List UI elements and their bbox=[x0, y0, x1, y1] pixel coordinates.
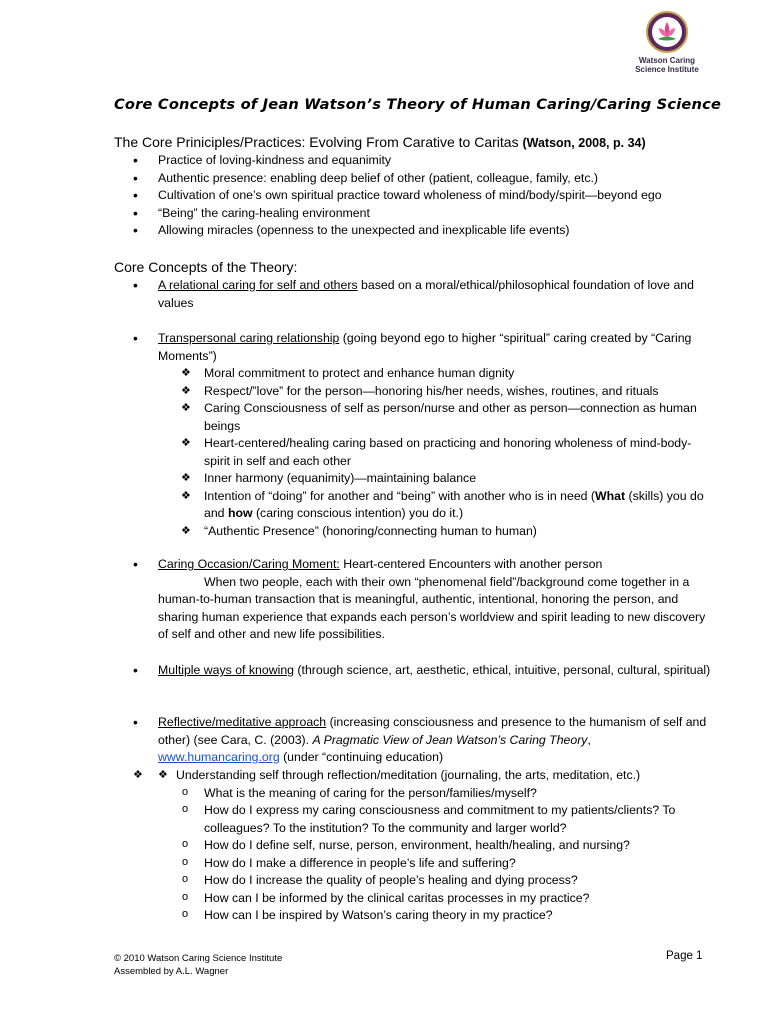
concept3-list bbox=[114, 556, 714, 644]
reflection-block bbox=[114, 767, 714, 925]
page-title: Core Concepts of Jean Watson’s Theory of Human Caring/Caring Science bbox=[114, 96, 722, 113]
list-item: • Allowing miracles (openness to the unexpected and inexplicable life events) bbox=[114, 222, 714, 240]
concept-paragraph: When two people, each with their own “phenomenal field”/background come together in a human-to-human transaction that is meaningful, authentic, intentional, honoring the person, and sharing human experience that expands each person’s worldview and spirit leading to new discovery of self and other and new life possibilities. bbox=[158, 574, 706, 641]
logo-line1: Watson Caring bbox=[638, 56, 696, 65]
page-number: Page 1 bbox=[666, 950, 703, 962]
concept2-list bbox=[114, 330, 714, 540]
sub-item: ❖ “Authentic Presence” (honoring/connecting human to human) bbox=[158, 523, 714, 541]
concept-item bbox=[114, 330, 714, 540]
reflection-sublist bbox=[110, 767, 714, 785]
concept-item bbox=[114, 277, 714, 312]
assembled-by-text: Assembled by A.L. Wagner bbox=[114, 966, 229, 977]
concept-item bbox=[114, 556, 714, 644]
principles-list bbox=[114, 152, 714, 240]
sub-item bbox=[110, 767, 714, 785]
sub-item: ❖ Caring Consciousness of self as person/nurse and other as person—connection as human beings bbox=[158, 400, 714, 435]
questions-list bbox=[158, 785, 714, 925]
institute-logo bbox=[622, 10, 712, 74]
logo-line2: Science Institute bbox=[635, 65, 699, 74]
concept-term: Transpersonal caring relationship bbox=[158, 331, 340, 345]
citation-title: A Pragmatic View of Jean Watson’s Caring Theory bbox=[312, 732, 588, 747]
sub-text: (caring conscious intention) you do it.) bbox=[252, 506, 464, 520]
concept-desc: based on a moral/ethical/philosophical foundation of love and values bbox=[158, 278, 694, 310]
question-item: o How do I make a difference in people’s life and suffering? bbox=[158, 855, 714, 873]
sub-item bbox=[158, 488, 714, 523]
list-item: • Authentic presence: enabling deep belief of other (patient, colleague, family, etc.) bbox=[114, 170, 714, 188]
concept1-list bbox=[114, 277, 714, 312]
humancaring-link[interactable]: www.humancaring.org bbox=[158, 750, 280, 764]
sub-item: ❖ Respect/”love” for the person—honoring his/her needs, wishes, routines, and rituals bbox=[158, 383, 714, 401]
concept-desc: Heart-centered Encounters with another person bbox=[339, 557, 603, 571]
section2-heading: Core Concepts of the Theory: bbox=[114, 259, 298, 275]
concept5-list bbox=[114, 714, 714, 767]
concept-term: A relational caring for self and others bbox=[158, 278, 358, 292]
concept-term: Multiple ways of knowing bbox=[158, 663, 295, 677]
sub-bold: how bbox=[227, 506, 253, 520]
question-item: o How do I express my caring consciousness and commitment to my patients/clients? To colleagues? To the institution? To the community and larger world? bbox=[158, 802, 714, 837]
sub-text: Intention of “doing” for another and “being” with another who is in need ( bbox=[204, 488, 596, 503]
question-item: o How can I be inspired by Watson’s caring theory in my practice? bbox=[158, 907, 714, 925]
list-item: • “Being” the caring-healing environment bbox=[114, 205, 714, 223]
sub-text: Understanding self through reflection/meditation (journaling, the arts, meditation, etc.) bbox=[176, 768, 641, 782]
concept4-list bbox=[114, 662, 714, 680]
sub-bold: What bbox=[595, 488, 626, 503]
section1-citation: (Watson, 2008, p. 34) bbox=[522, 136, 646, 150]
section1-heading-text: The Core Priniciples/Practices: Evolving From Carative to Caritas bbox=[114, 134, 519, 150]
concept-term: Caring Occasion/Caring Moment: bbox=[158, 557, 340, 571]
footer bbox=[114, 952, 282, 978]
concept-desc: (going beyond ego to higher “spiritual” caring created by “Caring Moments”) bbox=[158, 331, 692, 363]
concept2-sublist bbox=[158, 365, 714, 540]
section1-heading bbox=[114, 134, 646, 150]
diamond-bullet-icon: ❖ ❖ bbox=[158, 769, 168, 781]
concept-term: Reflective/meditative approach bbox=[158, 715, 327, 729]
list-item: • Practice of loving-kindness and equanimity bbox=[114, 152, 714, 170]
list-item: • Cultivation of one’s own spiritual practice toward wholeness of mind/body/spirit—beyond ego bbox=[114, 187, 714, 205]
question-item: o How do I define self, nurse, person, environment, health/healing, and nursing? bbox=[158, 837, 714, 855]
citation-sep: , bbox=[587, 732, 591, 747]
question-item: o What is the meaning of caring for the person/families/myself? bbox=[158, 785, 714, 803]
citation-note: (under “continuing education) bbox=[279, 750, 444, 764]
copyright-text: © 2010 Watson Caring Science Institute bbox=[114, 953, 283, 964]
concept-desc: (through science, art, aesthetic, ethical, intuitive, personal, cultural, spiritual) bbox=[294, 663, 711, 677]
sub-item: ❖ Moral commitment to protect and enhance human dignity bbox=[158, 365, 714, 383]
sub-item: ❖ Heart-centered/healing caring based on practicing and honoring wholeness of mind-body-spirit in self and each other bbox=[158, 435, 714, 470]
question-item: o How do I increase the quality of people’s healing and dying process? bbox=[158, 872, 714, 890]
lotus-seal-icon bbox=[645, 10, 689, 54]
sub-text: (skills) you do and bbox=[204, 488, 704, 520]
concept-item bbox=[114, 662, 714, 680]
question-item: o How can I be informed by the clinical caritas processes in my practice? bbox=[158, 890, 714, 908]
concept-desc: (increasing consciousness and presence to the humanism of self and other) (see Cara, C. (2003). bbox=[158, 715, 707, 747]
concept-item bbox=[114, 714, 714, 767]
sub-item: ❖ Inner harmony (equanimity)—maintaining balance bbox=[158, 470, 714, 488]
